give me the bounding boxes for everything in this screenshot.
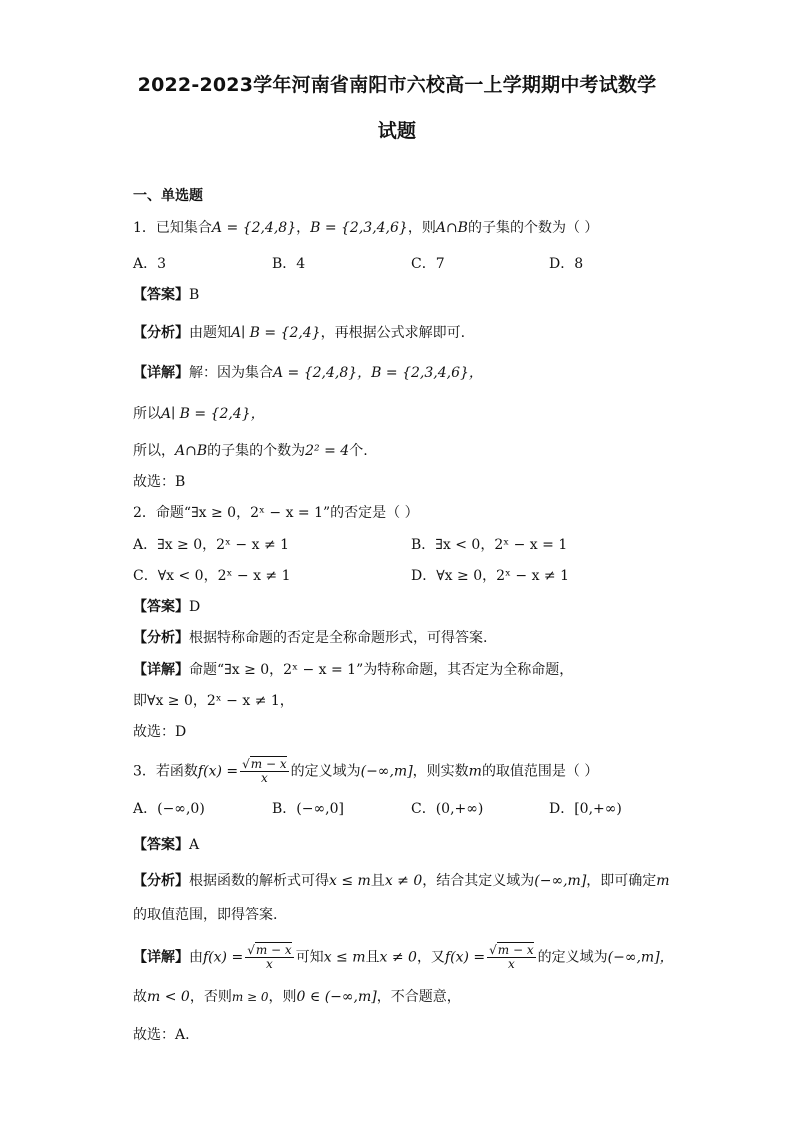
q3-line2-expr: 0 ∈ (−∞,m] bbox=[296, 989, 377, 1005]
q3-detail-func: f(x) = bbox=[203, 949, 244, 966]
q3-stem-d: 的取值范围是（ ） bbox=[481, 763, 599, 780]
q3-domain: (−∞,m] bbox=[360, 763, 413, 780]
q3-answer-value: A bbox=[189, 837, 200, 853]
q1-line2-expr: A∣ B = {2,4}， bbox=[161, 406, 265, 422]
q3-line2-a: 故 bbox=[133, 989, 147, 1005]
q3-var: m bbox=[468, 763, 482, 780]
q1-stem-c: 的子集的个数为（ ） bbox=[467, 220, 599, 236]
sqrt-icon: √ bbox=[242, 757, 250, 771]
q1-detail-sets: A = {2,4,8}，B = {2,3,4,6}， bbox=[273, 365, 483, 381]
q3-detail-domain: (−∞,m]， bbox=[607, 949, 674, 966]
q3-detail-frac-num2: m − x bbox=[497, 943, 534, 957]
q2-answer-value: D bbox=[189, 599, 201, 615]
q2-detail bbox=[133, 660, 573, 680]
q3-fraction bbox=[240, 758, 289, 785]
q1-line3-b: 的子集的个数为 bbox=[207, 443, 306, 459]
q1-analysis bbox=[133, 323, 465, 343]
q1-conclusion: 故选：B bbox=[133, 474, 186, 490]
q1-detail-a: 解：因为集合 bbox=[189, 365, 273, 381]
q3-detail bbox=[133, 944, 674, 971]
q3-analysis-cond: x ≤ m bbox=[329, 873, 371, 889]
q3-conclusion: 故选：A. bbox=[133, 1027, 190, 1043]
q2-option-d: D．∀x ≥ 0，2ˣ − x ≠ 1 bbox=[411, 568, 570, 584]
q1-sep: ， bbox=[296, 220, 311, 236]
q1-option-b: B．4 bbox=[272, 256, 306, 272]
q3-analysis bbox=[133, 871, 670, 891]
q3-line2-d: ，不合题意， bbox=[376, 989, 461, 1005]
q3-option-c: C．(0,+∞) bbox=[411, 801, 484, 817]
q3-line2-cond2: m ≥ 0 bbox=[231, 990, 269, 1004]
sqrt-icon: √ bbox=[247, 943, 255, 957]
q1-option-a: A．3 bbox=[133, 256, 167, 272]
answer-tag: 【答案】 bbox=[133, 599, 189, 615]
q3-func: f(x) = bbox=[197, 763, 239, 780]
section-heading: 一、单选题 bbox=[133, 188, 203, 204]
q3-analysis-var: m bbox=[656, 873, 670, 889]
q1-stem-a: 1．已知集合 bbox=[133, 220, 212, 236]
q3-frac-den: x bbox=[260, 771, 268, 785]
answer-tag: 【答案】 bbox=[133, 837, 189, 853]
q1-option-c: C．7 bbox=[411, 256, 445, 272]
q3-analysis-b: 且 bbox=[370, 873, 385, 889]
q1-stem-b: ，则 bbox=[407, 220, 436, 236]
q2-answer bbox=[133, 597, 200, 617]
q3-option-d: D．[0,+∞) bbox=[549, 801, 622, 817]
analysis-tag: 【分析】 bbox=[133, 630, 189, 646]
q1-analysis-expr: A∣ B = {2,4} bbox=[231, 325, 321, 341]
q2-detail-text: 命题“∃x ≥ 0，2ˣ − x = 1”为特称命题，其否定为全称命题， bbox=[189, 662, 574, 678]
q3-analysis-a: 根据函数的解析式可得 bbox=[189, 873, 329, 889]
q1-detail-line2 bbox=[133, 404, 265, 424]
q1-set-a: A = {2,4,8} bbox=[211, 220, 297, 236]
q1-answer bbox=[133, 285, 199, 305]
analysis-tag: 【分析】 bbox=[133, 873, 189, 889]
q3-stem-a: 3．若函数 bbox=[133, 763, 198, 780]
q1-line3-val: 2² = 4 bbox=[305, 443, 350, 459]
q3-analysis-domain: (−∞,m] bbox=[534, 873, 587, 889]
q3-analysis-c: ，结合其定义域为 bbox=[422, 873, 535, 889]
q3-detail-frac-den2: x bbox=[507, 957, 515, 971]
q3-stem-b: 的定义域为 bbox=[290, 763, 361, 780]
q2-analysis-text: 根据特称命题的否定是全称命题形式，可得答案. bbox=[189, 630, 488, 646]
q1-line3-c: 个. bbox=[349, 443, 368, 459]
q1-line3-a: 所以， bbox=[133, 443, 175, 459]
q3-detail-fraction2 bbox=[487, 944, 536, 971]
q3-analysis-cond2: x ≠ 0 bbox=[384, 873, 423, 889]
q3-line2-b: ，否则 bbox=[189, 989, 232, 1005]
q3-detail-frac-den: x bbox=[266, 957, 273, 971]
q1-answer-value: B bbox=[189, 287, 200, 303]
q1-analysis-b: ，再根据公式求解即可. bbox=[320, 325, 466, 341]
q3-line2-cond: m < 0 bbox=[147, 989, 190, 1005]
q3-stem-c: ，则实数 bbox=[412, 763, 469, 780]
detail-tag: 【详解】 bbox=[133, 662, 189, 678]
analysis-tag: 【分析】 bbox=[133, 325, 189, 341]
q3-detail-d: ，又 bbox=[416, 949, 445, 966]
q3-detail-c: 且 bbox=[365, 949, 380, 966]
q3-detail-a: 由 bbox=[189, 949, 203, 966]
q3-detail-b: 可知 bbox=[295, 949, 324, 966]
q2-conclusion: 故选：D bbox=[133, 724, 187, 740]
q3-detail-func2: f(x) = bbox=[444, 949, 486, 966]
q1-line2-a: 所以 bbox=[133, 406, 161, 422]
sqrt-icon: √ bbox=[489, 943, 497, 957]
q3-frac-num: m − x bbox=[250, 757, 287, 771]
doc-title-line1: 2022-2023学年河南省南阳市六校高一上学期期中考试数学 bbox=[137, 74, 657, 96]
q2-option-b: B．∃x < 0，2ˣ − x = 1 bbox=[411, 537, 568, 553]
q3-detail-line2 bbox=[133, 987, 461, 1007]
q1-analysis-a: 由题知 bbox=[189, 325, 231, 341]
q1-stem bbox=[133, 218, 598, 238]
q3-detail-cond2: x ≠ 0 bbox=[379, 949, 417, 966]
q1-option-d: D．8 bbox=[549, 256, 584, 272]
detail-tag: 【详解】 bbox=[133, 949, 189, 966]
q3-detail-e: 的定义域为 bbox=[537, 949, 608, 966]
q3-line2-c: ，则 bbox=[268, 989, 297, 1005]
q3-option-b: B．(−∞,0] bbox=[272, 801, 344, 817]
detail-tag: 【详解】 bbox=[133, 365, 189, 381]
q2-stem: 2．命题“∃x ≥ 0，2ˣ − x = 1”的否定是（ ） bbox=[133, 505, 419, 521]
q3-analysis-d: ，即可确定 bbox=[586, 873, 657, 889]
q1-detail-line3 bbox=[133, 441, 368, 461]
q2-detail-line2: 即∀x ≥ 0，2ˣ − x ≠ 1， bbox=[133, 693, 294, 709]
q1-detail bbox=[133, 363, 483, 383]
q2-option-a: A．∃x ≥ 0，2ˣ − x ≠ 1 bbox=[133, 537, 290, 553]
q3-detail-cond: x ≤ m bbox=[323, 949, 366, 966]
doc-title-line2: 试题 bbox=[377, 120, 417, 142]
q3-answer bbox=[133, 835, 199, 855]
q3-option-a: A．(−∞,0) bbox=[133, 801, 205, 817]
q3-stem bbox=[133, 758, 598, 785]
q1-set-b: B = {2,3,4,6} bbox=[310, 220, 408, 236]
q3-detail-frac-num: m − x bbox=[255, 943, 292, 957]
q2-analysis bbox=[133, 628, 487, 648]
q3-detail-fraction bbox=[245, 944, 294, 971]
answer-tag: 【答案】 bbox=[133, 287, 189, 303]
q3-analysis-line2: 的取值范围，即得答案. bbox=[133, 907, 278, 923]
q1-line3-expr: A∩B bbox=[175, 443, 208, 459]
q2-option-c: C．∀x < 0，2ˣ − x ≠ 1 bbox=[133, 568, 291, 584]
q1-expr: A∩B bbox=[435, 220, 468, 236]
